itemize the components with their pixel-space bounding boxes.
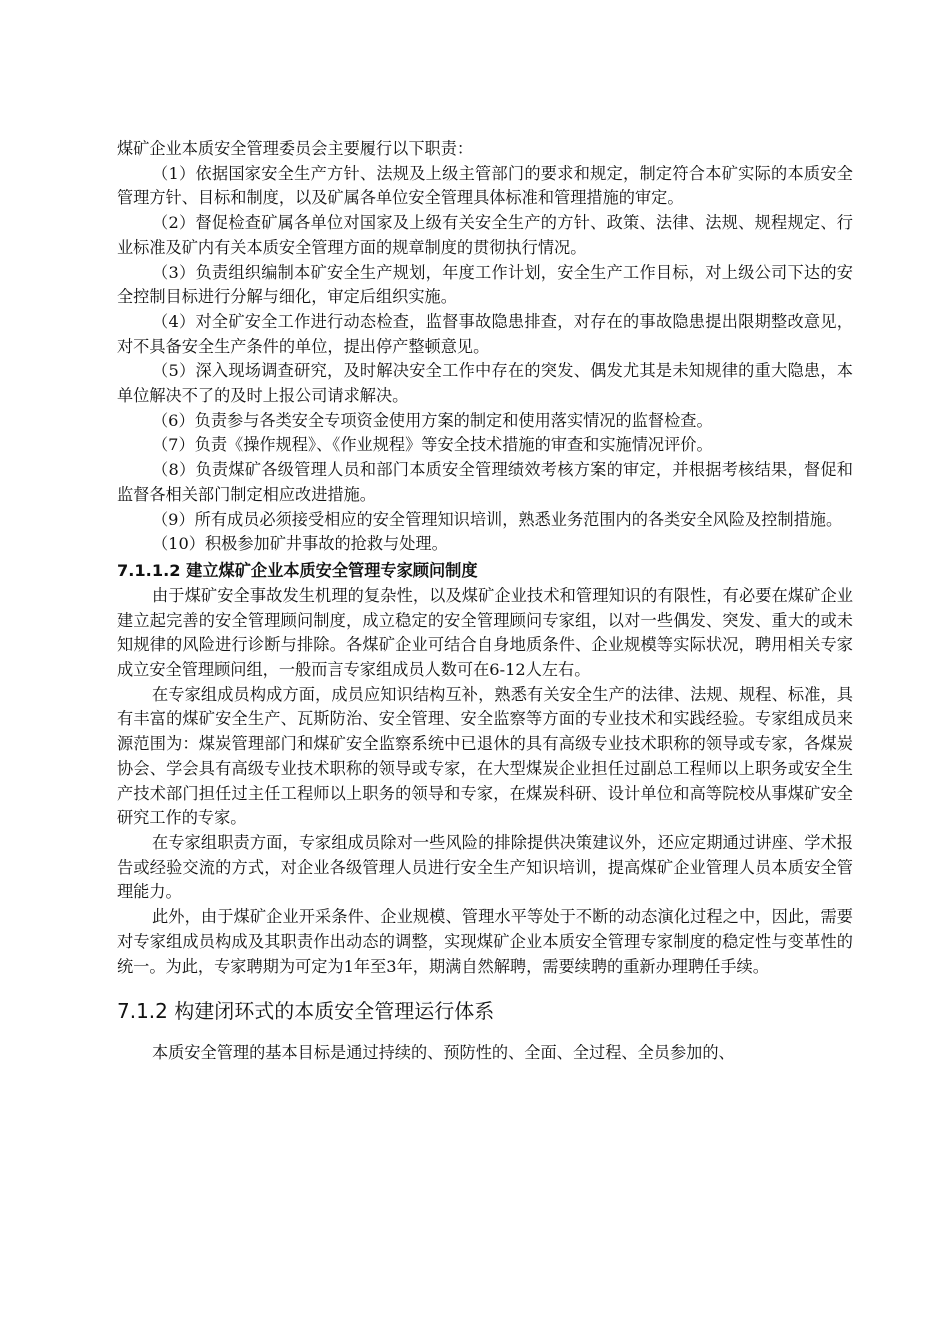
section-heading-7-1-1-2: 7.1.1.2 建立煤矿企业本质安全管理专家顾问制度: [117, 560, 478, 580]
duty-item: （4）对全矿安全工作进行动态检查，监督事故隐患排查，对存在的事故隐患提出限期整改意见，对不具备安全生产条件的单位，提出停产整顿意见。: [117, 311, 853, 356]
body-paragraph: 在专家组职责方面，专家组成员除对一些风险的排除提供决策建议外，还应定期通过讲座、学术报告或经验交流的方式，对企业各级管理人员进行安全生产知识培训，提高煤矿企业管理人员本质安全管理能力。: [117, 832, 853, 902]
duty-item: （10）积极参加矿井事故的抢救与处理。: [152, 534, 448, 554]
duty-item: （6）负责参与各类安全专项资金使用方案的制定和使用落实情况的监督检查。: [152, 410, 713, 430]
section-heading-7-1-2: 7.1.2 构建闭环式的本质安全管理运行体系: [117, 999, 495, 1024]
duty-item: （3）负责组织编制本矿安全生产规划，年度工作计划，安全生产工作目标，对上级公司下达的安全控制目标进行分解与细化，审定后组织实施。: [117, 262, 853, 307]
body-paragraph: 此外，由于煤矿企业开采条件、企业规模、管理水平等处于不断的动态演化过程之中，因此，需要对专家组成员构成及其职责作出动态的调整，实现煤矿企业本质安全管理专家制度的稳定性与变革性的统一。为此，专家聘期为可定为1年至3年，期满自然解聘，需要续聘的重新办理聘任手续。: [117, 907, 853, 976]
body-paragraph: 本质安全管理的基本目标是通过持续的、预防性的、全面、全过程、全员参加的、: [152, 1043, 735, 1063]
duty-item: （5）深入现场调查研究，及时解决安全工作中存在的突发、偶发尤其是未知规律的重大隐患，本单位解决不了的及时上报公司请求解决。: [117, 361, 853, 406]
document-body: [117, 137, 853, 1066]
duty-item: （8）负责煤矿各级管理人员和部门本质安全管理绩效考核方案的审定，并根据考核结果，督促和监督各相关部门制定相应改进措施。: [117, 460, 853, 504]
duty-item: （2）督促检查矿属各单位对国家及上级有关安全生产的方针、政策、法律、法规、规程规定、行业标准及矿内有关本质安全管理方面的规章制度的贯彻执行情况。: [117, 213, 853, 257]
body-paragraph: 由于煤矿安全事故发生机理的复杂性，以及煤矿企业技术和管理知识的有限性，有必要在煤矿企业建立起完善的安全管理顾问制度，成立稳定的安全管理顾问专家组，以对一些偶发、突发、重大的或未知规律的风险进行诊断与排除。各煤矿企业可结合自身地质条件、企业规模等实际状况，聘用相关专家成立安全管理顾问组，一般而言专家组成员人数可在6-12人左右。: [117, 585, 853, 680]
duty-item: （9）所有成员必须接受相应的安全管理知识培训，熟悉业务范围内的各类安全风险及控制措施。: [152, 509, 843, 529]
body-paragraph: 在专家组成员构成方面，成员应知识结构互补，熟悉有关安全生产的法律、法规、规程、标准，具有丰富的煤矿安全生产、瓦斯防治、安全管理、安全监察等方面的专业技术和实践经验。专家组成员来源范围为：煤炭管理部门和煤矿安全监察系统中已退休的具有高级专业技术职称的领导或专家，各煤炭协会、学会具有高级专业技术职称的领导或专家，在大型煤炭企业担任过副总工程师以上职务或安全生产技术部门担任过主任工程师以上职务的领导和专家，在煤炭科研、设计单位和高等院校从事煤矿安全研究工作的专家。: [117, 684, 853, 828]
duty-item: （7）负责《操作规程》、《作业规程》等安全技术措施的审查和实施情况评价。: [152, 435, 713, 455]
intro-paragraph: 煤矿企业本质安全管理委员会主要履行以下职责：: [117, 139, 474, 158]
duties-list: [117, 162, 853, 557]
duty-item: （1）依据国家安全生产方针、法规及上级主管部门的要求和规定，制定符合本矿实际的本质安全管理方针、目标和制度，以及矿属各单位安全管理具体标准和管理措施的审定。: [117, 163, 853, 208]
